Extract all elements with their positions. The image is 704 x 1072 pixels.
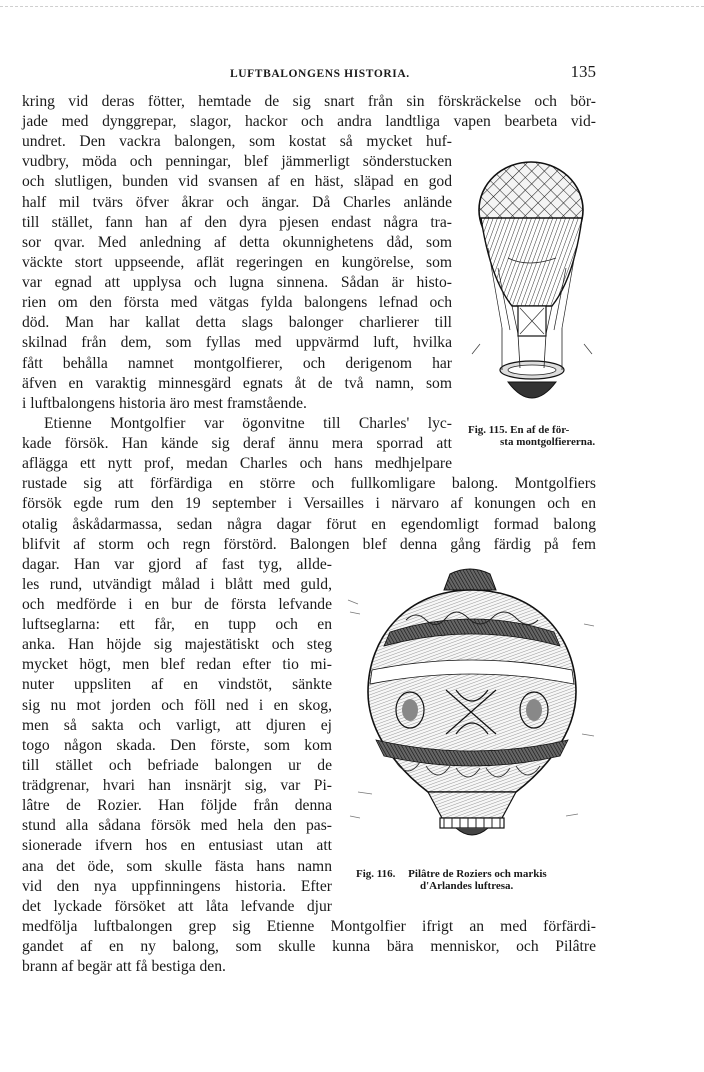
figure-116-caption-line2: d'Arlandes luftresa. <box>420 880 514 892</box>
page-header <box>22 62 596 86</box>
text-line: half mil tvärs öfver åkrar och ängar. Då Charles anlände <box>22 193 452 211</box>
figure-115-balloon <box>468 158 596 416</box>
text-line: rustade sig att förfärdiga en större och fullkomligare balong. Montgolfiers <box>22 475 596 493</box>
page-number: 135 <box>570 62 596 81</box>
text-line: stund alla sådana försök med hela den pas- <box>22 817 332 835</box>
text-line: brann af begär att få bestiga den. <box>22 958 226 976</box>
text-line: sionerade ifvern hos en entusiast utan att <box>22 837 332 855</box>
figure-116-caption <box>356 868 596 892</box>
text-line: medfölja luftbalongen grep sig Etienne Montgolfier ifrigt an med förfärdi- <box>22 917 596 935</box>
text-line: gandet af en ny balong, som skulle kunna bära menniskor, och Pilâtre <box>22 938 596 956</box>
text-line: i luftbalongens historia äro mest framstående. <box>22 394 307 412</box>
text-line: äfven en varaktig minnesgärd egnats åt de två namn, som <box>22 374 452 392</box>
figure-116-number: Fig. 116. <box>356 868 396 880</box>
text-line: väckte stort uppseende, aflät regeringen en kungörelse, som <box>22 253 452 271</box>
text-line: luftseglarna: ett får, en tupp och en <box>22 616 332 634</box>
text-line: les rund, utvändigt målad i blått med guld, <box>22 575 332 593</box>
text-line: men så sakta och varligt, att djuren ej <box>22 716 332 734</box>
text-line: till stället och befriade balongen ur de <box>22 756 332 774</box>
balloon-116-illustration <box>346 566 598 848</box>
text-line: sig nu mot jorden och föll ned i en skog, <box>22 696 332 714</box>
text-line: sor qvar. Med anledning af detta okunnighetens dåd, som <box>22 233 452 251</box>
text-line: och medförde i en bur de första lefvande <box>22 596 332 613</box>
text-line: otalig åskådarmassa, sedan några dagar förut en egendomligt formad balong <box>22 515 596 533</box>
text-line: nuter uppsliten af en vindstöt, sänkte <box>22 676 332 694</box>
figure-115-caption-line1: En af de för- <box>510 424 570 436</box>
text-line: jade med dynggrepar, slagor, hackor och andra landtliga vapen bearbeta vid- <box>22 113 596 131</box>
figure-116-balloon <box>346 566 598 848</box>
text-line: mycket högt, men blef redan efter tio mi- <box>22 656 332 674</box>
text-line: blifvit af storm och regn förstörd. Balongen blef denna gång färdig på fem <box>22 535 596 553</box>
text-line: var egnad att upplysa och lugna sinnena. Sådan är histo- <box>22 274 452 292</box>
text-line: kade försök. Han kände sig deraf ännu mera sporrad att <box>22 435 452 453</box>
text-line: anka. Han höjde sig majestätiskt och steg <box>22 636 332 654</box>
text-line: dagar. Han var gjord af fast tyg, allde- <box>22 555 332 573</box>
text-line: skilnad från dem, som fyllas med uppvärmd luft, hvilka <box>22 334 452 352</box>
text-line: vudbry, möda och penningar, blef jämmerligt sönderstucken <box>22 153 452 171</box>
text-line: aflägga ett nytt prof, medan Charles och hans medhjelpare <box>22 455 452 473</box>
text-line: fått behålla namnet montgolfierer, och derigenom har <box>22 354 452 372</box>
text-line: ana det öde, som skulle fästa hans namn <box>22 857 332 875</box>
text-line: rien om den första med vätgas fylda balongens lefnad och <box>22 294 452 312</box>
text-line: vid den nya uppfinningens historia. Efter <box>22 877 332 895</box>
text-line: det lyckade försöket att låta lefvande djur <box>22 897 332 915</box>
balloon-115-illustration <box>468 158 596 416</box>
text-line: Etienne Montgolfier var ögonvitne till Charles' lyc- <box>44 414 452 432</box>
text-line: togo någon skada. Den förste, som kom <box>22 736 332 754</box>
text-line: trädgrenar, hvari han insnärjt sig, var Pi- <box>22 777 332 795</box>
figure-115-caption-line2: sta montgolfiererna. <box>500 436 596 448</box>
text-line: lâtre de Rozier. Han följde från denna <box>22 797 332 815</box>
text-line: till stället, fann han af den dyra pjesen endast några tra- <box>22 213 452 231</box>
figure-115-number: Fig. 115. <box>468 424 508 436</box>
text-line: kring vid deras fötter, hemtade de sig snart från sin förskräckelse och bör- <box>22 93 596 110</box>
text-line: undret. Den vackra balongen, som kostat så mycket huf- <box>22 133 452 151</box>
figure-116-caption-line1: Pilâtre de Roziers och markis <box>408 868 547 880</box>
text-line: försök egde rum den 19 september i Versailles i närvaro af konungen och en <box>22 495 596 513</box>
text-line: och slutligen, bunden vid svansen af en häst, släpad en god <box>22 173 452 191</box>
scan-top-rule <box>0 6 704 7</box>
running-head: LUFTBALONGENS HISTORIA. <box>230 68 410 80</box>
figure-115-caption <box>468 424 608 448</box>
text-line: död. Man har kallat detta slags balonger charlierer till <box>22 314 452 332</box>
